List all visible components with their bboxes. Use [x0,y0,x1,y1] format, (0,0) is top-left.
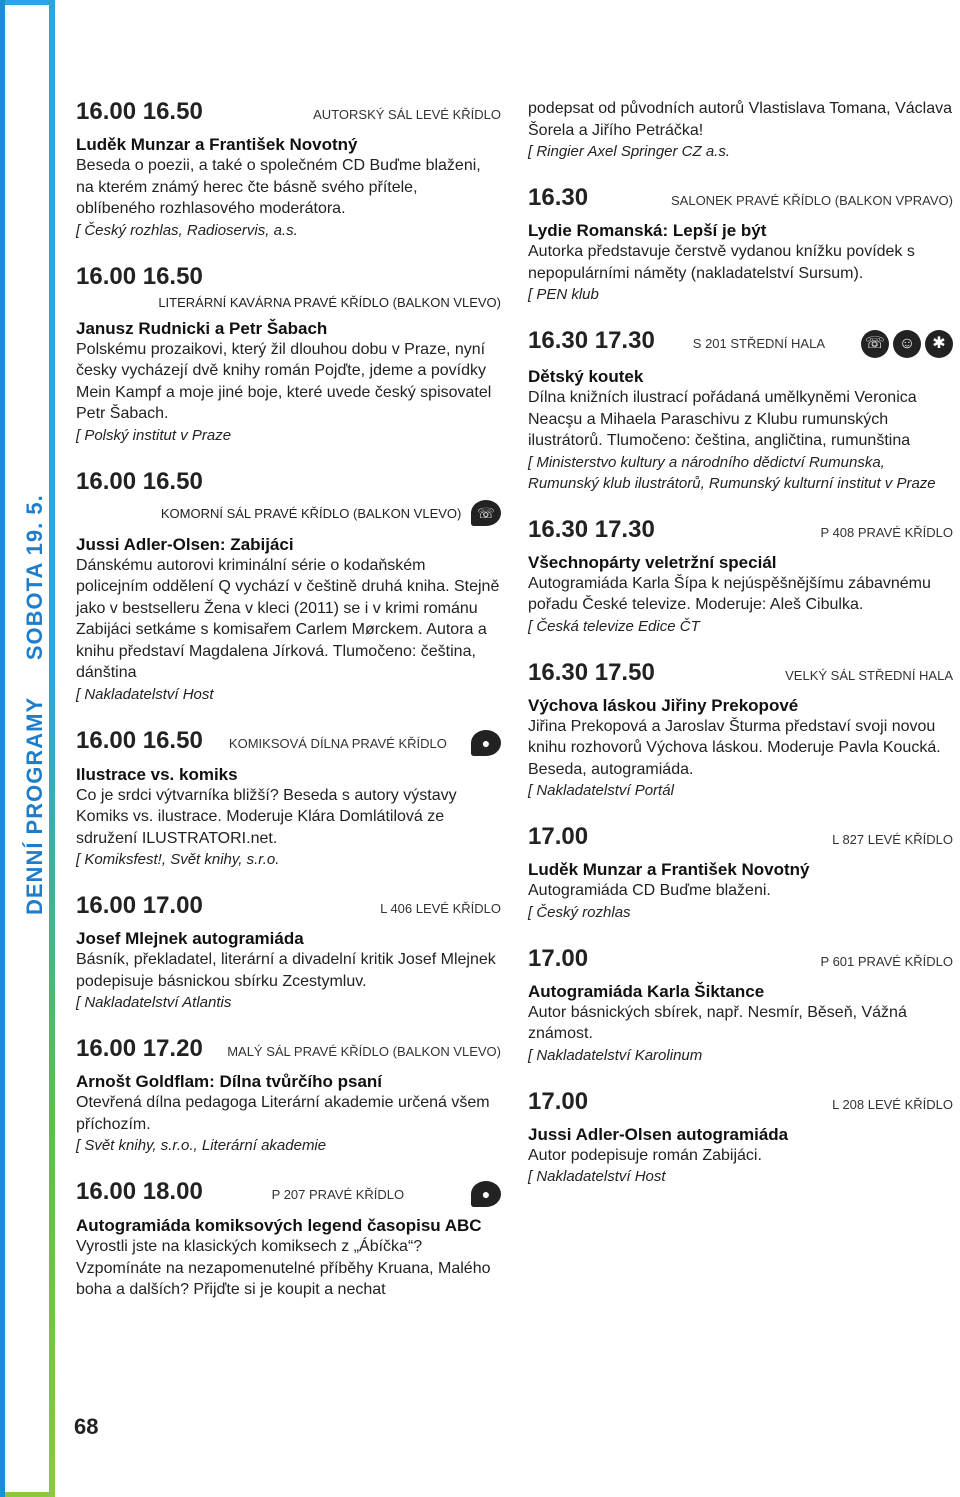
event-time: 16.00 17.20 [76,1035,203,1062]
event-time: 16.00 16.50 [76,262,203,290]
event-description: Co je srdci výtvarníka bližší? Beseda s autory výstavy Komiks vs. ilustrace. Moderuje Klára Domlátilová ze sdružení ILUSTRATORI.net. [76,786,457,847]
event-title: Josef Mlejnek autogramiáda [76,929,304,948]
speech-bubble-icon: ● [471,730,501,756]
event-venue: VELKÝ SÁL STŘEDNÍ HALA [785,667,953,683]
event-title: Jussi Adler-Olsen autogramiáda [528,1124,789,1144]
event-time: 16.00 17.00 [76,892,203,919]
event [76,1035,501,1156]
event [528,945,953,1066]
event-venue: L 208 LEVÉ KŘÍDLO [832,1096,953,1112]
event-description: Dílna knižních ilustrací pořádaná umělkyněmi Veronica Neacşu a Mihaela Paraschivu z Klubu rumunských ilustrátorů. Tlumočeno: čeština, angličtina, rumunština [528,389,917,449]
event-description: Autorka představuje čerstvě vydanou knížku povídek s nepopulárními náměty (nakladatelství Sursum). [528,243,915,282]
event-organizer: [ Česká televize Edice ČT [528,617,700,635]
event-venue: P 408 PRAVÉ KŘÍDLO [820,524,953,540]
event-organizer: [ Komiksfest!, Svět knihy, s.r.o. [76,851,280,868]
event [76,727,501,871]
event-organizer: [ Nakladatelství Atlantis [76,994,232,1011]
event-description: Polskému prozaikovi, který žil dlouhou dobu v Praze, nyní česky vycházejí dvě knihy román Pojďte, jdeme a povídky Mein Kampf a moje jiné boje, které uvede český spisovatel Petr Šabach. [76,340,492,422]
event-organizer: [ Nakladatelství Karolinum [528,1046,703,1064]
event [528,327,953,494]
event [76,1178,501,1301]
event-continuation [528,98,953,162]
event-organizer: [ Český rozhlas [528,903,631,921]
event-venue: P 601 PRAVÉ KŘÍDLO [820,953,953,969]
event-title: Výchova láskou Jiřiny Prekopové [528,695,799,715]
right-column [528,98,953,1209]
event-venue: P 207 PRAVÉ KŘÍDLO [271,1187,405,1202]
event-organizer: [ Nakladatelství Host [528,1168,666,1185]
event-venue: KOMORNÍ SÁL PRAVÉ KŘÍDLO (BALKON VLEVO) [160,505,462,521]
vertical-title [22,494,48,915]
event-title: Luděk Munzar a František Novotný [528,860,810,879]
event-description: Autogramiáda CD Buďme blaženi. [528,882,771,899]
event-title: Ilustrace vs. komiks [76,764,238,784]
event-description: Dánskému autorovi kriminální série o kodaňském policejním oddělení Q vychází v češtině druhá kniha. Stejně jako v bestselleru Žena v kleci (2011) se i v krimi románu Zabijáci setkáme s komisařem Carlem Mørckem. Autora a knihu představí Magdalena Jírková. Tlumočeno: čeština, dánština [76,556,500,681]
event-description: Autogramiáda Karla Šípa k nejúspěšnějšímu zábavnému pořadu České televize. Moderuje: Aleš Cibulka. [528,574,931,613]
event-organizer: [ PEN klub [528,286,599,303]
event-description: Beseda o poezii, a také o společném CD Buďme blaženi, na kterém známý herec čte básně svého přítele, oblíbeného rozhlasového moderátora. [76,157,481,217]
event [528,1088,953,1188]
event-description: Autor podepisuje román Zabijáci. [528,1146,762,1164]
event-time: 16.00 16.50 [76,98,203,125]
event-organizer: [ Polský institut v Praze [76,426,232,444]
event-time: 17.00 [528,1087,589,1115]
event-description: Autor básnických sbírek, např. Nesmír, Běseň, Vážná známost. [528,1003,907,1042]
speech-bubble-icon: ● [471,1181,501,1207]
event-venue: MALÝ SÁL PRAVÉ KŘÍDLO (BALKON VLEVO) [227,1044,501,1059]
event [76,98,501,241]
event-description: Jiřina Prekopová a Jaroslav Šturma představí svoji novou knihu rozhovorů Výchova láskou. Moderuje Pavla Koucká. Beseda, autogramiáda. [528,717,941,778]
event-organizer: [ Ringier Axel Springer CZ a.s. [528,143,731,160]
event [528,823,953,923]
star-burst-icon: ✱ [925,330,953,358]
event-title: Dětský koutek [528,367,644,386]
event-description: podepsat od původních autorů Vlastislava Tomana, Václava Šorela a Jiřího Petráčka! [528,100,952,139]
event-venue-row [76,500,501,526]
event-organizer: [ Ministerstvo kultury a národního dědictví Rumunska, Rumunský klub ilustrátorů, Rumunský kulturní institut v Praze [528,453,936,492]
event-title: Všechnopárty veletržní speciál [528,552,777,572]
event [76,263,501,446]
event-time: 16.30 [528,184,589,211]
event-time: 16.00 16.50 [76,467,203,495]
smiley-icon: ☺ [893,330,921,358]
event-description: Básník, překladatel, literární a divadelní kritik Josef Mlejnek podepisuje básnickou sbírku Zcestymluv. [76,951,496,990]
event-time: 17.00 [528,944,589,972]
event-description: Vyrostli jste na klasických komiksech z „Ábíčka“? Vzpomínáte na nezapomenutelné příběhy Kruana, Malého boha a dalších? Přijďte si je koupit a nechat [76,1238,491,1298]
event-venue: SALONEK PRAVÉ KŘÍDLO (BALKON VPRAVO) [671,193,953,208]
event-venue: AUTORSKÝ SÁL LEVÉ KŘÍDLO [313,107,501,122]
event-organizer: [ Svět knihy, s.r.o., Literární akademie [76,1137,327,1154]
event-venue: L 827 LEVÉ KŘÍDLO [832,832,953,847]
event-time: 16.30 17.30 [528,515,655,543]
day-title: SOBOTA 19. 5. [22,494,47,661]
event-description: Otevřená dílna pedagoga Literární akademie určená všem příchozím. [76,1094,490,1133]
event-title: Autogramiáda komiksových legend časopisu ABC [76,1216,482,1235]
event [528,516,953,637]
event [528,659,953,802]
event-title: Luděk Munzar a František Novotný [76,135,358,154]
audience-icons [861,330,953,358]
left-column [76,98,501,1323]
event [528,184,953,305]
event-organizer: [ Nakladatelství Host [76,685,214,703]
event-title: Arnošt Goldflam: Dílna tvůrčího psaní [76,1072,383,1091]
event [76,468,501,705]
event-venue: LITERÁRNÍ KAVÁRNA PRAVÉ KŘÍDLO (BALKON VLEVO) [158,294,501,310]
event-venue: KOMIKSOVÁ DÍLNA PRAVÉ KŘÍDLO [228,735,447,751]
page-number: 68 [74,1414,99,1439]
event [76,892,501,1013]
event-time: 16.00 18.00 [76,1178,203,1205]
event-time: 16.00 16.50 [76,726,203,754]
event-time: 17.00 [528,823,589,850]
section-title: DENNÍ PROGRAMY [22,697,47,915]
event-organizer: [ Český rozhlas, Radioservis, a.s. [76,221,298,239]
event-venue: S 201 STŘEDNÍ HALA [692,336,825,351]
event-title: Lydie Romanská: Lepší je být [528,221,767,240]
event-title: Jussi Adler-Olsen: Zabijáci [76,534,294,554]
sidebar-frame [0,0,55,1497]
interpreting-icon: ☏ [471,500,501,526]
event-venue: L 406 LEVÉ KŘÍDLO [380,901,501,916]
event-title: Autogramiáda Karla Šiktance [528,981,765,1001]
speaking-head-icon: ☏ [861,330,889,358]
event-time: 16.30 17.50 [528,658,655,686]
event-time: 16.30 17.30 [528,327,655,354]
event-title: Janusz Rudnicki a Petr Šabach [76,318,328,338]
event-organizer: [ Nakladatelství Portál [528,782,674,799]
